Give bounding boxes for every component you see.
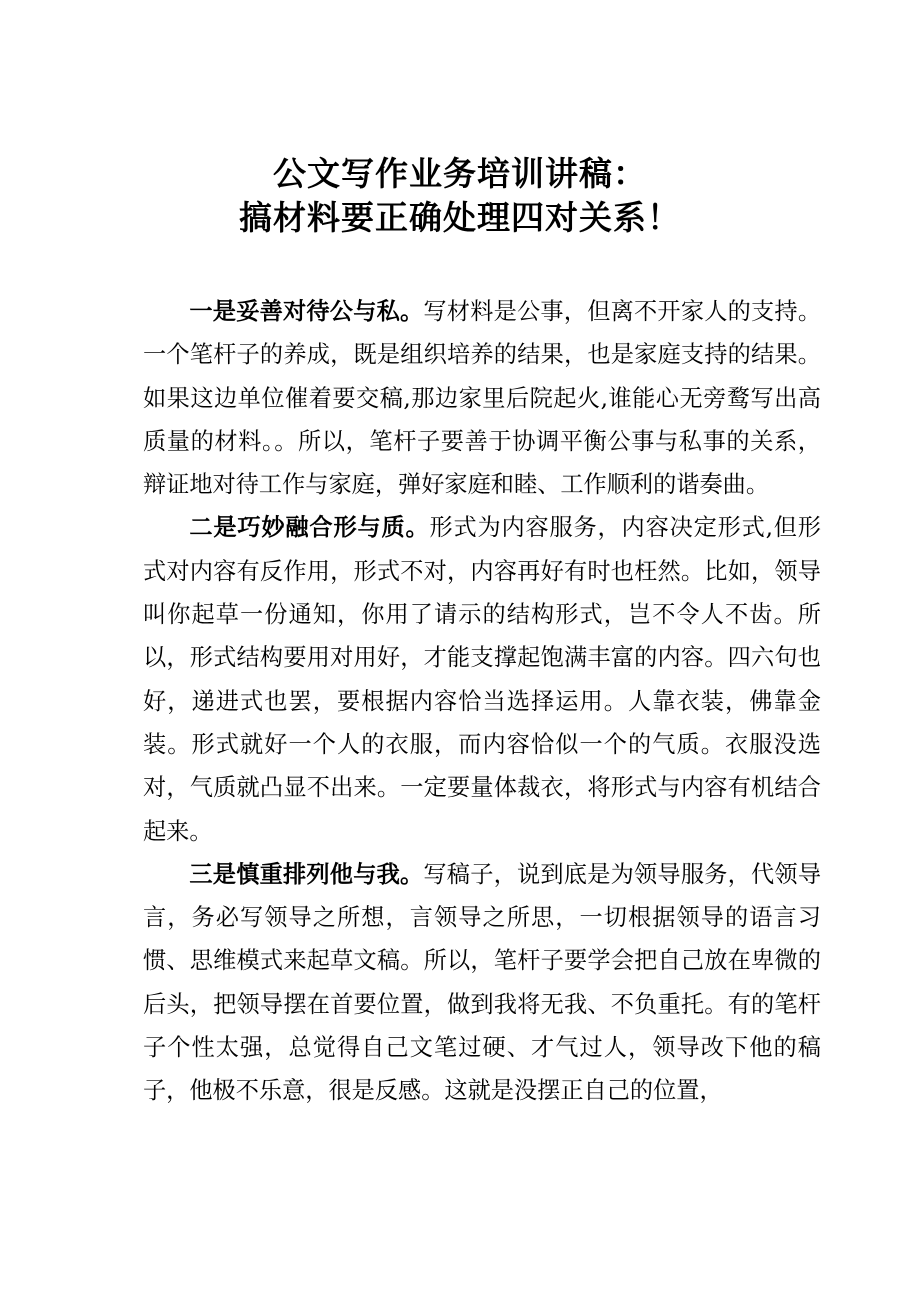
paragraph-others-vs-self (143, 853, 821, 1113)
paragraph-text: 形式为内容服务，内容决定形式,但形式对内容有反作用，形式不对，内容再好有时也枉然。比如，领导叫你起草一份通知，你用了请示的结构形式，岂不令人不齿。所以，形式结构要用对用好，才能支撑起饱满丰富的内容。四六句也好，递进式也罢，要根据内容恰当选择运用。人靠衣装，佛靠金装。形式就好一个人的衣服，而内容恰似一个的气质。衣服没选对，气质就凸显不出来。一定要量体裁衣，将形式与内容有机结合起来。 (143, 514, 821, 845)
paragraph-text: 写材料是公事，但离不开家人的支持。一个笔杆子的养成，既是组织培养的结果，也是家庭支持的结果。如果这边单位催着要交稿,那边家里后院起火,谁能心无旁鹜写出高质量的材料。。所以，笔杆子要善于协调平衡公事与私事的关系，辩证地对待工作与家庭，弹好家庭和睦、工作顺利的谐奏曲。 (143, 298, 822, 499)
paragraph-text: 写稿子，说到底是为领导服务，代领导言，务必写领导之所想，言领导之所思，一切根据领导的语言习惯、思维模式来起草文稿。所以，笔杆子要学会把自己放在卑微的后头，把领导摆在首要位置，做到我将无我、不负重托。有的笔杆子个性太强，总觉得自己文笔过硬、才气过人，领导改下他的稿子，他极不乐意，很是反感。这就是没摆正自己的位置， (143, 860, 822, 1105)
paragraph-lead: 三是慎重排列他与我。 (189, 860, 424, 888)
document-body (143, 290, 821, 1113)
paragraph-lead: 一是妥善对待公与私。 (189, 298, 424, 325)
paragraph-public-vs-private (143, 290, 821, 506)
paragraph-lead: 二是巧妙融合形与质。 (189, 514, 430, 542)
document-title (0, 152, 920, 240)
paragraph-form-vs-substance (143, 506, 821, 852)
title-line-2: 搞材料要正确处理四对关系！ (239, 198, 681, 237)
title-line-1: 公文写作业务培训讲稿： (273, 154, 647, 193)
